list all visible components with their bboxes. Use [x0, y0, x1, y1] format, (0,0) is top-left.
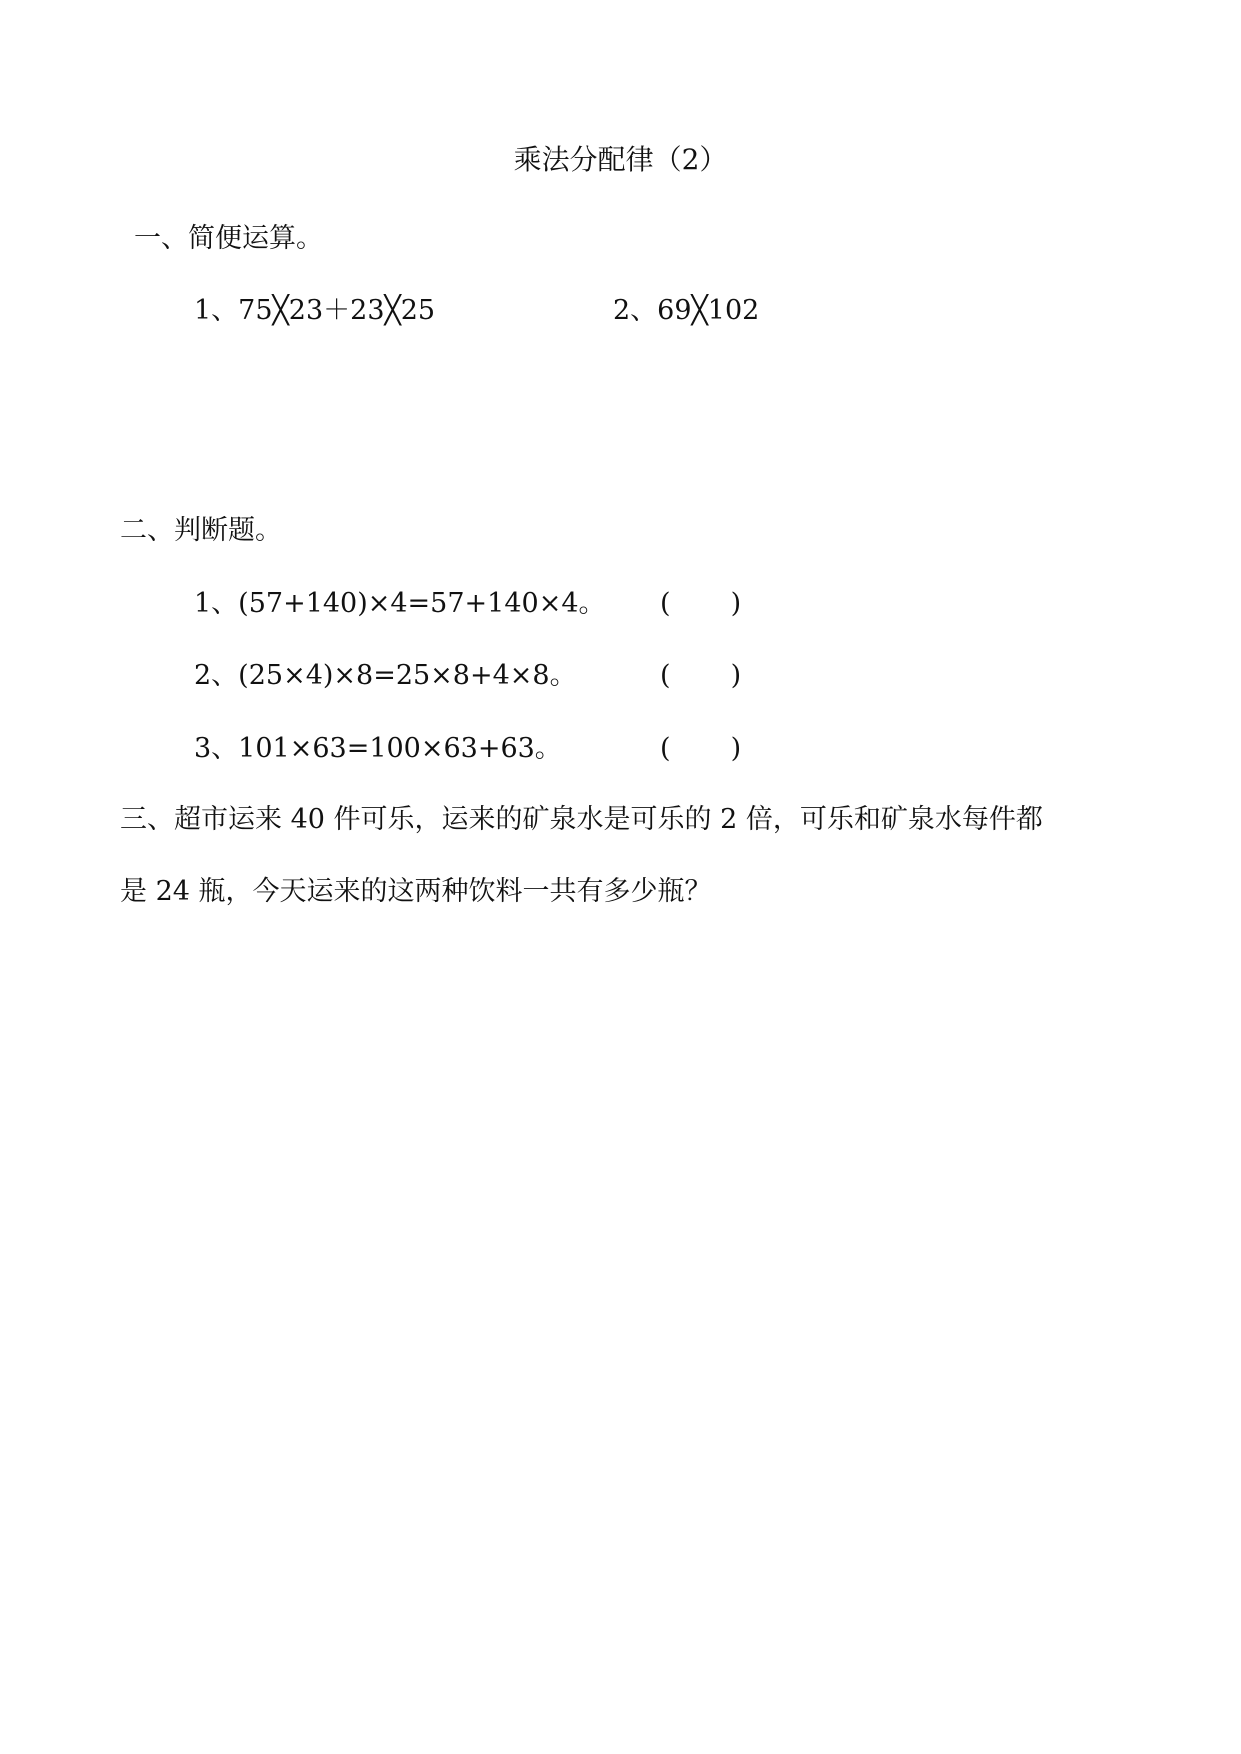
- word-problem-line-2: 是 24 瓶，今天运来的这两种饮料一共有多少瓶？: [120, 876, 712, 907]
- calc-problem-2: 2、69╳102: [613, 295, 760, 326]
- page-title: 乘法分配律（2）: [513, 143, 728, 176]
- section-1-heading: 一、简便运算。: [134, 223, 323, 254]
- judge-answer-blank-2[interactable]: ( ): [660, 660, 742, 691]
- word-problem-line-1: 三、超市运来 40 件可乐，运来的矿泉水是可乐的 2 倍，可乐和矿泉水每件都: [120, 804, 1043, 835]
- judge-answer-blank-1[interactable]: ( ): [660, 588, 742, 619]
- calc-problem-1: 1、75╳23＋23╳25: [194, 295, 436, 326]
- judge-answer-blank-3[interactable]: ( ): [660, 733, 742, 764]
- judge-statement-3: 3、101×63=100×63+63。: [194, 733, 562, 764]
- judge-statement-1: 1、(57+140)×4=57+140×4。: [194, 588, 606, 619]
- section-2-heading: 二、判断题。: [120, 515, 282, 546]
- judge-statement-2: 2、(25×4)×8=25×8+4×8。: [194, 660, 577, 691]
